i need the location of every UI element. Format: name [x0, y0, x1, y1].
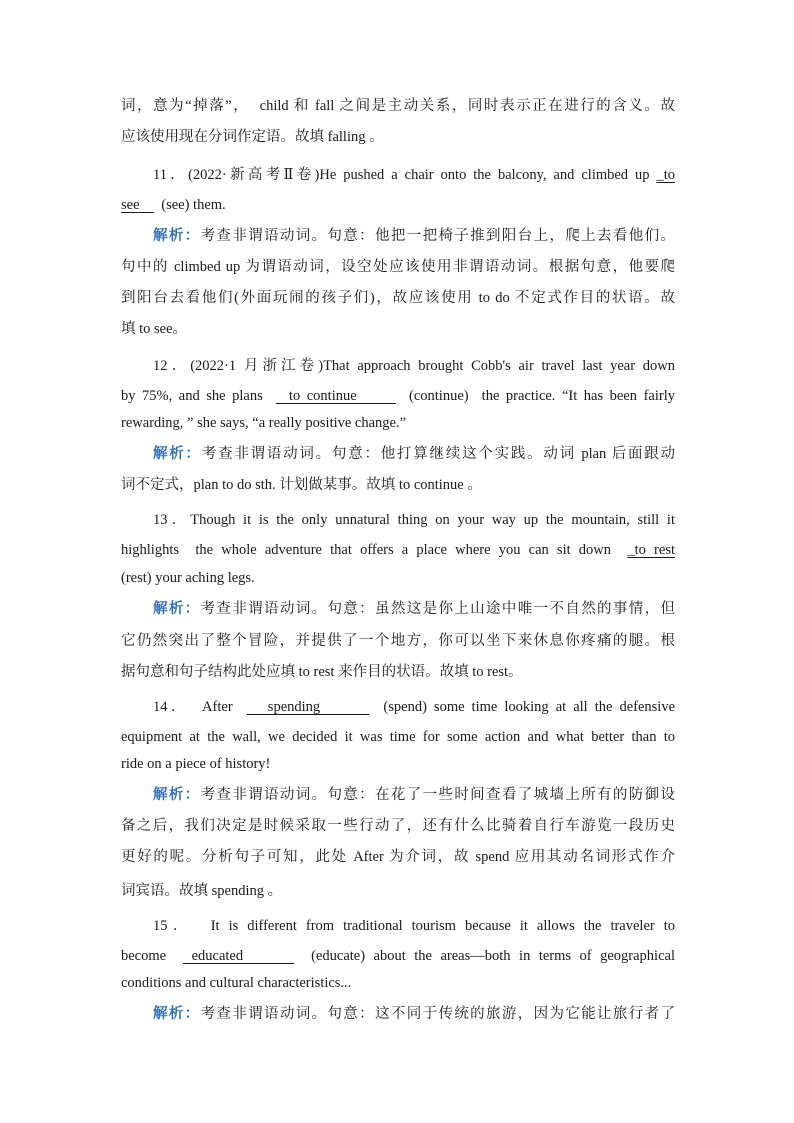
text-line — [153, 511, 675, 529]
text-segment: 考查非谓语动词。句意：这不同于传统的旅游，因为它能让旅行者了 — [200, 1006, 675, 1022]
text-line — [121, 632, 675, 650]
text-segment: 考查非谓语动词。句意：在花了一些时间查看了城墙上所有的防御设 — [200, 787, 675, 803]
text-segment: 考查非谓语动词。句意：他打算继续这个实践。动词 plan 后面跟动 — [201, 446, 676, 462]
text-segment: (spend) some time looking at all the defensive — [369, 699, 676, 715]
text-segment: 词，意为“掉落”， child 和 fall 之间是主动关系，同时表示正在进行的含义。故 — [121, 98, 675, 114]
text-line — [153, 698, 675, 716]
text-line — [121, 289, 675, 307]
text-line — [121, 387, 675, 405]
text-segment: (rest) your aching legs. — [121, 570, 255, 586]
text-line — [121, 947, 675, 965]
text-line — [121, 414, 675, 432]
answer-blank: _to — [656, 167, 675, 183]
text-segment: 备之后，我们决定是时候采取一些行动了，还有什么比骑着自行车游览一段历史 — [121, 818, 675, 834]
text-line — [121, 974, 675, 992]
answer-blank: see — [121, 197, 155, 213]
text-segment: highlights the whole adventure that offers a place where you can sit down — [121, 542, 628, 558]
analysis-label: 解析： — [153, 601, 201, 617]
text-line — [121, 569, 675, 587]
text-line — [121, 728, 675, 746]
text-segment: become — [121, 948, 184, 964]
text-segment: 15． It is different from traditional tourism because it allows the traveler to — [153, 918, 675, 934]
text-line — [121, 848, 675, 866]
text-segment: equipment at the wall, we decided it was time for some action and what better than to — [121, 729, 675, 745]
text-segment: ride on a piece of history! — [121, 756, 271, 772]
text-line — [121, 97, 675, 115]
text-segment: 考查非谓语动词。句意：他把一把椅子推到阳台上，爬上去看他们。 — [200, 228, 675, 244]
text-line — [153, 917, 675, 935]
text-segment: by 75%, and she plans — [121, 388, 276, 404]
answer-blank: spending — [246, 699, 370, 715]
text-segment: (educate) about the areas—both in terms of geographical — [294, 948, 675, 964]
answer-blank: to continue — [275, 388, 396, 404]
text-line — [121, 817, 675, 835]
text-segment: 11．(2022·新高考Ⅱ卷)He pushed a chair onto the balcony, and climbed up — [153, 167, 657, 183]
text-line — [153, 1005, 675, 1023]
text-segment: 14． After — [153, 699, 247, 715]
answer-blank: _to rest — [627, 542, 675, 558]
text-segment: rewarding, ” she says, “a really positive change.” — [121, 415, 407, 431]
text-line — [153, 445, 675, 463]
text-segment: 词不定式，plan to do sth. 计划做某事。故填 to continue 。 — [121, 477, 482, 493]
text-line — [153, 600, 675, 618]
text-line — [121, 882, 675, 900]
analysis-label: 解析： — [153, 446, 202, 462]
text-segment: 据句意和句子结构此处应填 to rest 来作目的状语。故填 to rest。 — [121, 664, 523, 680]
text-segment: 词宾语。故填 spending 。 — [121, 883, 283, 899]
text-line — [121, 320, 675, 338]
text-line — [153, 227, 675, 245]
text-line — [121, 196, 675, 214]
text-line — [153, 166, 675, 184]
text-segment: 考查非谓语动词。句意：虽然这是你上山途中唯一不自然的事情，但 — [200, 601, 675, 617]
text-line — [121, 541, 675, 559]
text-line — [121, 258, 675, 276]
text-segment: 12．(2022·1 月浙江卷)That approach brought Cobb's air travel last year down — [153, 358, 675, 374]
text-segment: 它仍然突出了整个冒险，并提供了一个地方，你可以坐下来休息你疼痛的腿。根 — [121, 633, 675, 649]
text-segment: 句中的 climbed up 为谓语动词，设空处应该使用非谓语动词。根据句意，他要爬 — [121, 259, 675, 275]
text-segment: (continue) the practice. “It has been fairly — [395, 388, 675, 404]
text-segment: 13．Though it is the only unnatural thing on your way up the mountain, still it — [153, 512, 675, 528]
text-segment: 应该使用现在分词作定语。故填 falling 。 — [121, 129, 384, 145]
text-segment: (see) them. — [154, 197, 226, 213]
analysis-label: 解析： — [153, 228, 201, 244]
text-segment: 到阳台去看他们(外面玩闹的孩子们)，故应该使用 to do 不定式作目的状语。故 — [121, 290, 675, 306]
text-line — [121, 755, 675, 773]
text-line — [121, 663, 675, 681]
text-segment: conditions and cultural characteristics... — [121, 975, 352, 991]
text-line — [153, 357, 675, 375]
analysis-label: 解析： — [153, 787, 201, 803]
text-line — [153, 786, 675, 804]
answer-blank: educated — [183, 948, 295, 964]
text-segment: 更好的呢。分析句子可知，此处 After 为介词，故 spend 应用其动名词形式作介 — [121, 849, 675, 865]
analysis-label: 解析： — [153, 1006, 201, 1022]
text-segment: 填 to see。 — [121, 321, 188, 337]
text-line — [121, 128, 675, 146]
text-line — [121, 476, 675, 494]
